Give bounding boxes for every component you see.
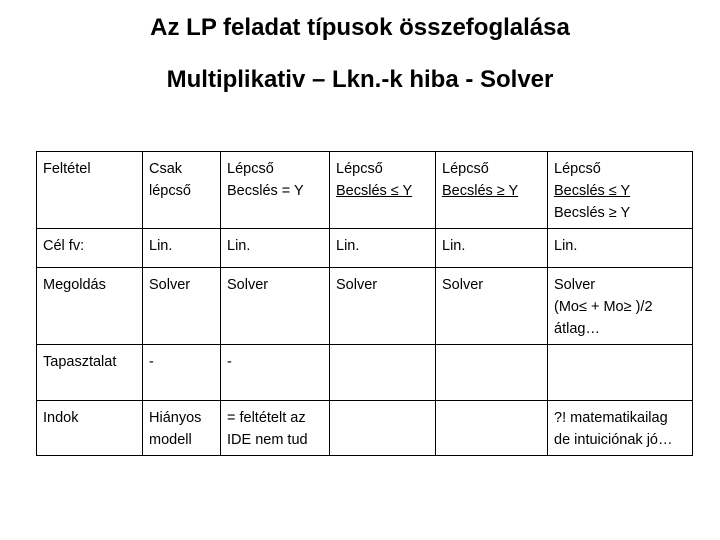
cell-header-becsles-eq — [221, 152, 330, 229]
cell-text: Becslés ≤ Y — [336, 183, 413, 199]
cell-value — [436, 345, 548, 401]
cell-text: Becslés ≥ Y — [442, 183, 519, 199]
cell-value: Lin. — [548, 229, 693, 268]
cell-text: (Mo≤ + Mo≥ )/2 — [554, 299, 653, 315]
page-title: Az LP feladat típusok összefoglalása — [150, 14, 570, 41]
cell-label: Indok — [37, 401, 143, 456]
cell-text: Csak — [149, 161, 183, 177]
cell-text: Becslés ≤ Y — [554, 183, 631, 199]
cell-header-becsles-ge — [436, 152, 548, 229]
cell-value: - — [221, 345, 330, 401]
table-row-celfv — [37, 229, 693, 268]
cell-text: de intuiciónak jó… — [554, 432, 673, 448]
cell-value-multiline — [143, 401, 221, 456]
cell-header-becsles-both — [548, 152, 693, 229]
cell-text: átlag… — [554, 321, 600, 337]
cell-value: Solver — [330, 268, 436, 345]
cell-value: Lin. — [221, 229, 330, 268]
table-row-tapasztalat — [37, 345, 693, 401]
cell-text: IDE nem tud — [227, 432, 308, 448]
cell-text: ?! matematikailag — [554, 410, 668, 426]
cell-text: Lépcső — [227, 161, 274, 177]
cell-value-multiline — [548, 401, 693, 456]
cell-text: Lépcső — [554, 161, 601, 177]
cell-header-csak-lepcso — [143, 152, 221, 229]
cell-value: Lin. — [436, 229, 548, 268]
cell-text: lépcső — [149, 183, 191, 199]
cell-value: Solver — [221, 268, 330, 345]
table-row-indok — [37, 401, 693, 456]
cell-value: Solver — [143, 268, 221, 345]
cell-text: = feltételt az — [227, 410, 306, 426]
cell-value — [548, 345, 693, 401]
cell-value-multiline — [221, 401, 330, 456]
cell-text: Hiányos — [149, 410, 202, 426]
table-row-megoldas — [37, 268, 693, 345]
cell-feltetel: Feltétel — [37, 152, 143, 229]
summary-table — [36, 151, 693, 456]
cell-label: Tapasztalat — [37, 345, 143, 401]
cell-value — [330, 345, 436, 401]
cell-text: modell — [149, 432, 192, 448]
cell-text: Becslés ≥ Y — [554, 205, 631, 221]
cell-header-becsles-le — [330, 152, 436, 229]
cell-value: - — [143, 345, 221, 401]
table-row-header — [37, 152, 693, 229]
cell-value-multiline — [548, 268, 693, 345]
cell-value — [436, 401, 548, 456]
cell-text: Becslés = Y — [227, 183, 304, 199]
cell-text: Lépcső — [336, 161, 383, 177]
cell-value: Solver — [436, 268, 548, 345]
page-subtitle: Multiplikativ – Lkn.-k hiba - Solver — [166, 66, 554, 93]
cell-label: Cél fv: — [37, 229, 143, 268]
cell-value: Lin. — [143, 229, 221, 268]
cell-value: Lin. — [330, 229, 436, 268]
cell-value — [330, 401, 436, 456]
cell-text: Solver — [554, 277, 596, 293]
cell-label: Megoldás — [37, 268, 143, 345]
cell-text: Lépcső — [442, 161, 489, 177]
